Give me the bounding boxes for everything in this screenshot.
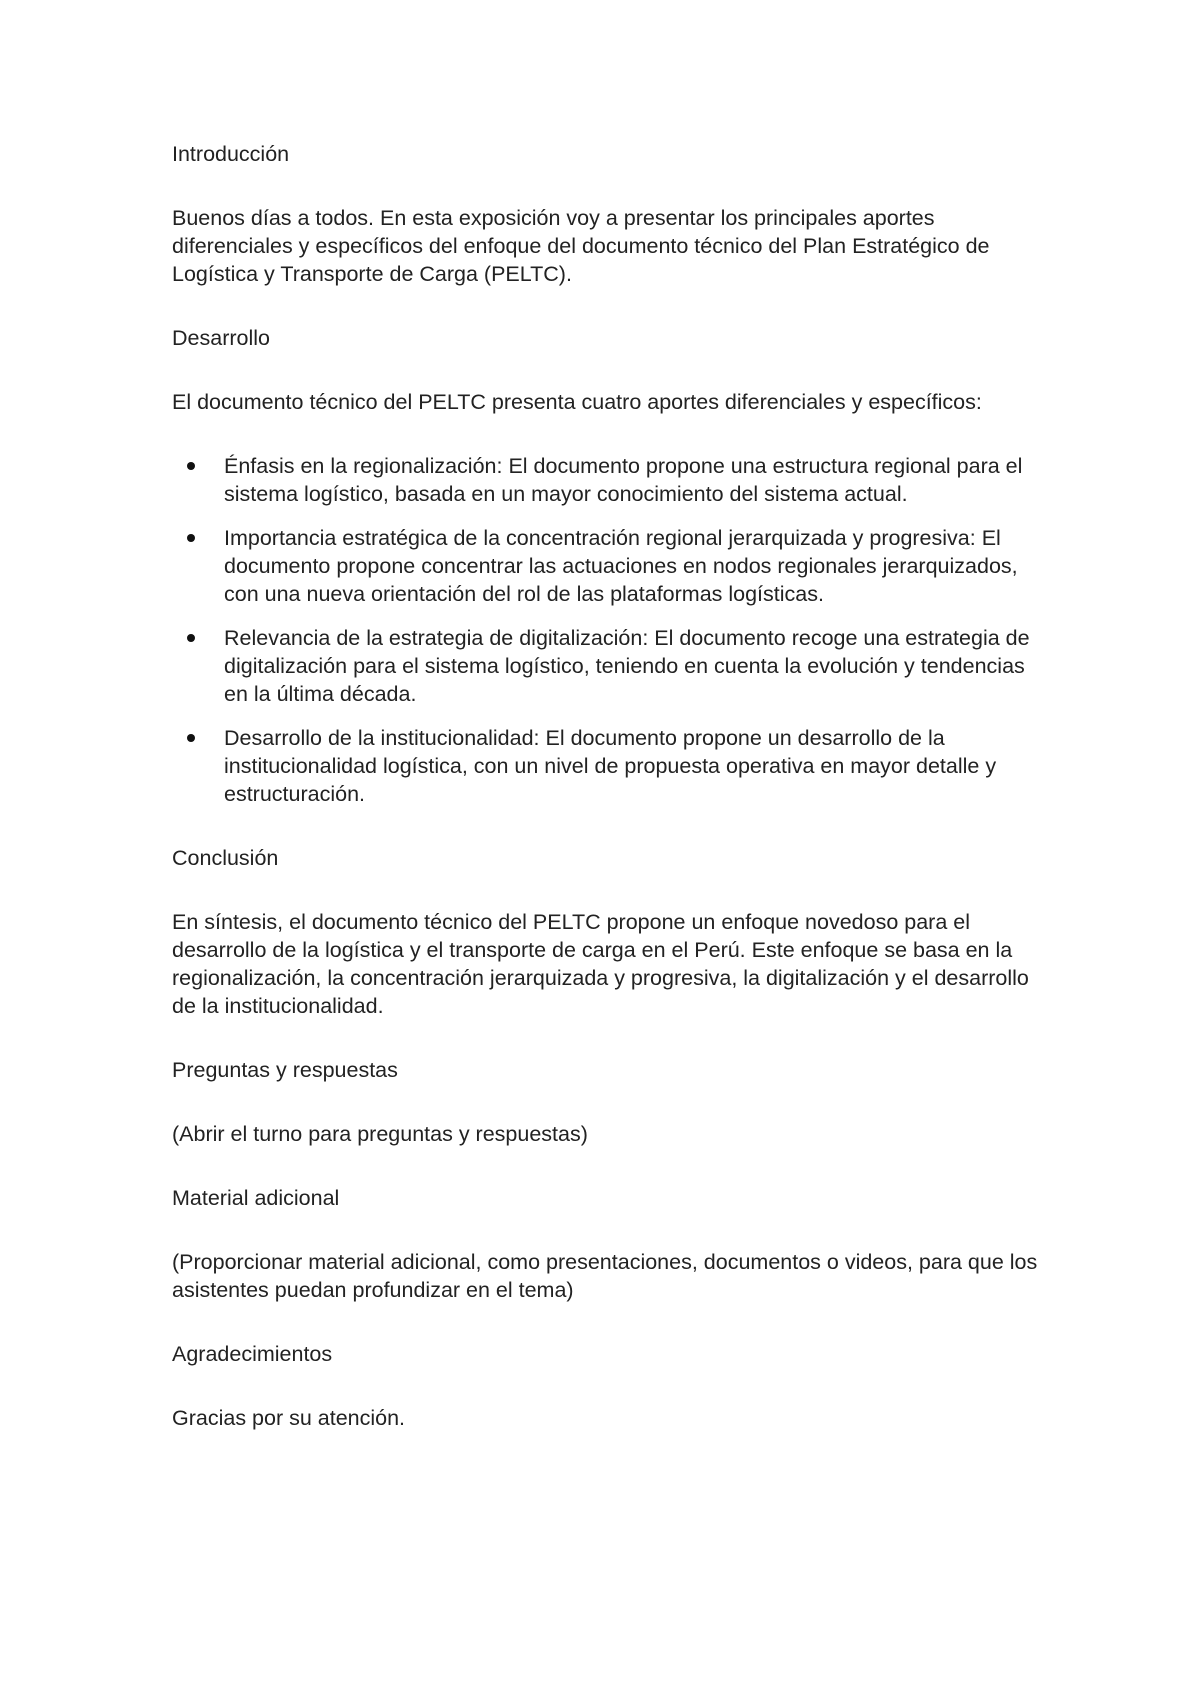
- qa-heading: Preguntas y respuestas: [172, 1058, 398, 1082]
- list-item: [172, 724, 1042, 808]
- list-item-text: Desarrollo de la institucionalidad: El documento propone un desarrollo de la institucionalidad logística, con un nivel de propuesta operativa en mayor detalle y estructuración.: [224, 726, 997, 806]
- material-heading: Material adicional: [172, 1186, 340, 1210]
- contributions-list: [172, 452, 1042, 808]
- bullet-icon: [187, 634, 195, 642]
- intro-paragraph: Buenos días a todos. En esta exposición voy a presentar los principales aportes diferenciales y específicos del enfoque del documento técnico del Plan Estratégico de Logística y Transporte de Carga (PELTC).: [172, 206, 990, 286]
- conclusion-heading: Conclusión: [172, 846, 279, 870]
- bullet-icon: [187, 734, 195, 742]
- list-item-text: Énfasis en la regionalización: El documento propone una estructura regional para el sistema logístico, basada en un mayor conocimiento del sistema actual.: [224, 454, 1023, 506]
- list-item-text: Importancia estratégica de la concentración regional jerarquizada y progresiva: El documento propone concentrar las actuaciones en nodos regionales jerarquizados, con una nueva orientación del rol de las plataformas logísticas.: [224, 526, 1018, 606]
- list-item: [172, 524, 1042, 608]
- development-heading: Desarrollo: [172, 326, 270, 350]
- material-paragraph: (Proporcionar material adicional, como presentaciones, documentos o videos, para que los asistentes puedan profundizar en el tema): [172, 1250, 1038, 1302]
- list-item: [172, 452, 1042, 508]
- conclusion-paragraph: En síntesis, el documento técnico del PELTC propone un enfoque novedoso para el desarrollo de la logística y el transporte de carga en el Perú. Este enfoque se basa en la regionalización, la concentración jerarquizada y progresiva, la digitalización y el desarrollo de la institucionalidad.: [172, 910, 1029, 1018]
- intro-heading: Introducción: [172, 142, 290, 166]
- qa-paragraph: (Abrir el turno para preguntas y respuestas): [172, 1122, 588, 1146]
- development-paragraph: El documento técnico del PELTC presenta cuatro aportes diferenciales y específicos:: [172, 390, 982, 414]
- list-item-text: Relevancia de la estrategia de digitalización: El documento recoge una estrategia de digitalización para el sistema logístico, teniendo en cuenta la evolución y tendencias en la última década.: [224, 626, 1030, 706]
- thanks-heading: Agradecimientos: [172, 1342, 333, 1366]
- document-page: [172, 140, 1042, 1468]
- list-item: [172, 624, 1042, 708]
- bullet-icon: [187, 462, 195, 470]
- bullet-icon: [187, 534, 195, 542]
- thanks-paragraph: Gracias por su atención.: [172, 1406, 406, 1430]
